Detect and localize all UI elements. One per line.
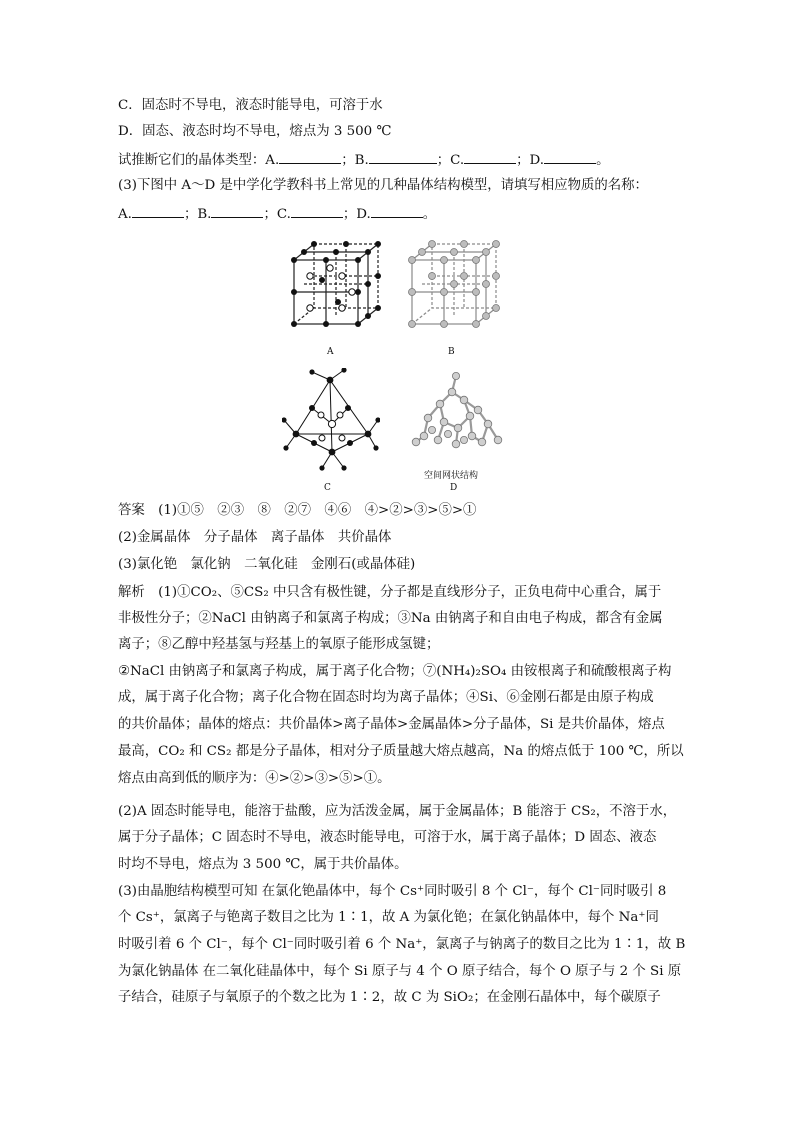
blank-c-name[interactable] [291, 205, 343, 218]
analysis-line: (2)A 固态时能导电，能溶于盐酸，应为活泼金属，属于金属晶体；B 能溶于 CS₂，不溶于水， [118, 804, 677, 819]
q3-b: ；B. [183, 207, 212, 222]
analysis-line: 解析 (1)①CO₂、⑤CS₂ 中只含有极性键，分子都是直线形分子，正负电荷中心重合，属于 [118, 585, 662, 600]
question-2-blanks [118, 151, 609, 169]
analysis-line: 子结合，硅原子与氧原子的个数之比为 1∶2，故 C 为 SiO₂；在金刚石晶体中，每个碳原子 [118, 990, 661, 1005]
blank-d-type[interactable] [544, 151, 596, 164]
q3-d: ；D. [342, 207, 371, 222]
figure-c-crystal-model [282, 368, 380, 474]
q3-end: 。 [422, 207, 437, 222]
figure-d-caption: 空间网状结构 [424, 471, 479, 481]
analysis-line: 个 Cs⁺，氯离子与铯离子数目之比为 1∶1，故 A 为氯化铯；在氯化钠晶体中，每个 Na⁺同 [118, 910, 659, 925]
analysis-line: 时均不导电，熔点为 3 500 ℃，属于共价晶体。 [118, 857, 408, 872]
q3-c: ；C. [263, 207, 291, 222]
blank-a-type[interactable] [279, 151, 341, 164]
figure-d-label: D [450, 483, 458, 493]
q2-c: ；C. [436, 153, 465, 168]
blank-a-name[interactable] [132, 205, 184, 218]
blank-b-type[interactable] [369, 151, 437, 164]
answer-line-1: 答案 (1)①⑤ ②③ ⑧ ②⑦ ④⑥ ④>②>③>⑤>① [118, 503, 477, 518]
blank-d-name[interactable] [371, 205, 423, 218]
analysis-line: ②NaCl 由钠离子和氯离子构成，属于离子化合物；⑦(NH₄)₂SO₄ 由铵根离子和硫酸根离子构 [118, 664, 672, 679]
analysis-line: 成，属于离子化合物；离子化合物在固态时均为离子晶体；④Si、⑥金刚石都是由原子构成 [118, 690, 654, 705]
analysis-line: (3)由晶胞结构模型可知 在氯化铯晶体中，每个 Cs⁺同时吸引 8 个 Cl⁻，每个 Cl⁻同时吸引 8 [118, 884, 667, 899]
analysis-line: 离子；⑧乙醇中羟基氢与羟基上的氧原子能形成氢键； [118, 637, 440, 652]
figure-b-label: B [448, 347, 455, 357]
q2-b: ；B. [341, 153, 369, 168]
q2-d: ；D. [516, 153, 545, 168]
analysis-line: 熔点由高到低的顺序为：④>②>③>⑤>①。 [118, 771, 391, 786]
q3-a: A. [118, 207, 132, 222]
q2-prefix: 试推断它们的晶体类型：A. [118, 153, 280, 168]
question-3-prompt: (3)下图中 A～D 是中学化学教科书上常见的几种晶体结构模型，请填写相应物质的名称： [118, 178, 648, 193]
figure-b-crystal-model [404, 236, 504, 336]
figure-a-label: A [327, 347, 334, 357]
analysis-line: 属于分子晶体；C 固态时不导电，液态时能导电，可溶于水，属于离子晶体；D 固态、液态 [118, 830, 657, 845]
question-3-blanks [118, 205, 436, 223]
figure-c-label: C [324, 483, 331, 493]
option-c: C．固态时不导电，液态时能导电，可溶于水 [118, 98, 383, 113]
blank-c-type[interactable] [464, 151, 516, 164]
analysis-line: 最高，CO₂ 和 CS₂ 都是分子晶体，相对分子质量越大熔点越高，Na 的熔点低于 100 ℃，所以 [118, 744, 684, 759]
figure-a-crystal-model [286, 236, 386, 336]
figure-d-crystal-model [410, 370, 514, 454]
analysis-line: 的共价晶体；晶体的熔点：共价晶体>离子晶体>金属晶体>分子晶体，Si 是共价晶体，熔点 [118, 717, 665, 732]
answer-line-3: (3)氯化铯 氯化钠 二氧化硅 金刚石(或晶体硅) [118, 557, 416, 572]
analysis-line: 为氯化钠晶体 在二氧化硅晶体中，每个 Si 原子与 4 个 O 原子结合，每个 O 原子与 2 个 Si 原 [118, 964, 682, 979]
analysis-line: 时吸引着 6 个 Cl⁻，每个 Cl⁻同时吸引着 6 个 Na⁺，氯离子与钠离子的数目之比为 1∶1，故 B [118, 937, 686, 952]
analysis-line: 非极性分子；②NaCl 由钠离子和氯离子构成；③Na 由钠离子和自由电子构成，都含有金属 [118, 611, 663, 626]
q2-end: 。 [596, 153, 610, 168]
blank-b-name[interactable] [211, 205, 263, 218]
option-d: D．固态、液态时均不导电，熔点为 3 500 ℃ [118, 124, 392, 139]
answer-line-2: (2)金属晶体 分子晶体 离子晶体 共价晶体 [118, 530, 392, 545]
